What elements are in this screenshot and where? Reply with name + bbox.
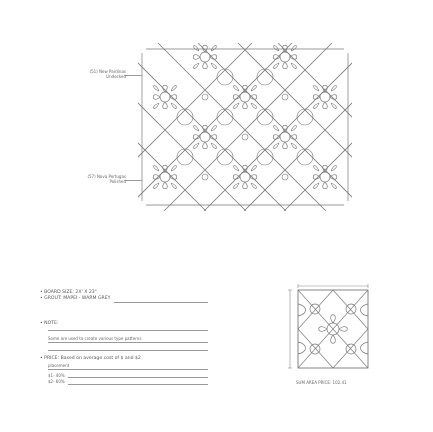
callout-top-line2: Undecked <box>106 74 126 79</box>
board-size: • BOARD SIZE: 2X' X 23" <box>40 290 97 295</box>
price-rule <box>48 369 208 370</box>
price-pct-1: $1- 40% <box>48 373 65 378</box>
price-pct-2: $2- 60% <box>48 379 65 384</box>
detail-tile <box>284 284 376 374</box>
callout-top-leader <box>124 75 142 76</box>
callout-bottom-line1: (57) Nova Portugas <box>87 174 126 179</box>
spec-notes <box>40 290 240 400</box>
price-label: • PRICE: Based on average cost of $ and $2 <box>40 356 141 361</box>
main-tile-drawing <box>138 43 352 211</box>
callout-top-line1: (51) New Pardinas <box>89 69 126 74</box>
note-rule-3 <box>48 350 208 351</box>
grout: • GROUT: MAPEI - WARM GREY <box>40 296 111 301</box>
callout-top <box>60 69 126 79</box>
callout-bottom-leader <box>124 180 142 181</box>
callout-bottom-line2: Polished <box>109 179 126 184</box>
pct-1-rule <box>68 377 208 378</box>
callout-bottom <box>60 174 126 184</box>
note-text: Some are used to create various type patterns <box>48 336 142 341</box>
note-rule-1 <box>48 330 208 331</box>
note-rule-2 <box>48 342 208 343</box>
note-label: • NOTE: <box>40 321 59 326</box>
grout-rule <box>114 302 208 303</box>
detail-tile-drawing <box>284 284 376 374</box>
pct-2-rule <box>68 384 208 385</box>
detail-caption: SUM AREA PRICE: 102.41 <box>296 380 347 385</box>
main-tile-pattern <box>138 43 352 211</box>
price-sub: placement <box>48 363 70 368</box>
